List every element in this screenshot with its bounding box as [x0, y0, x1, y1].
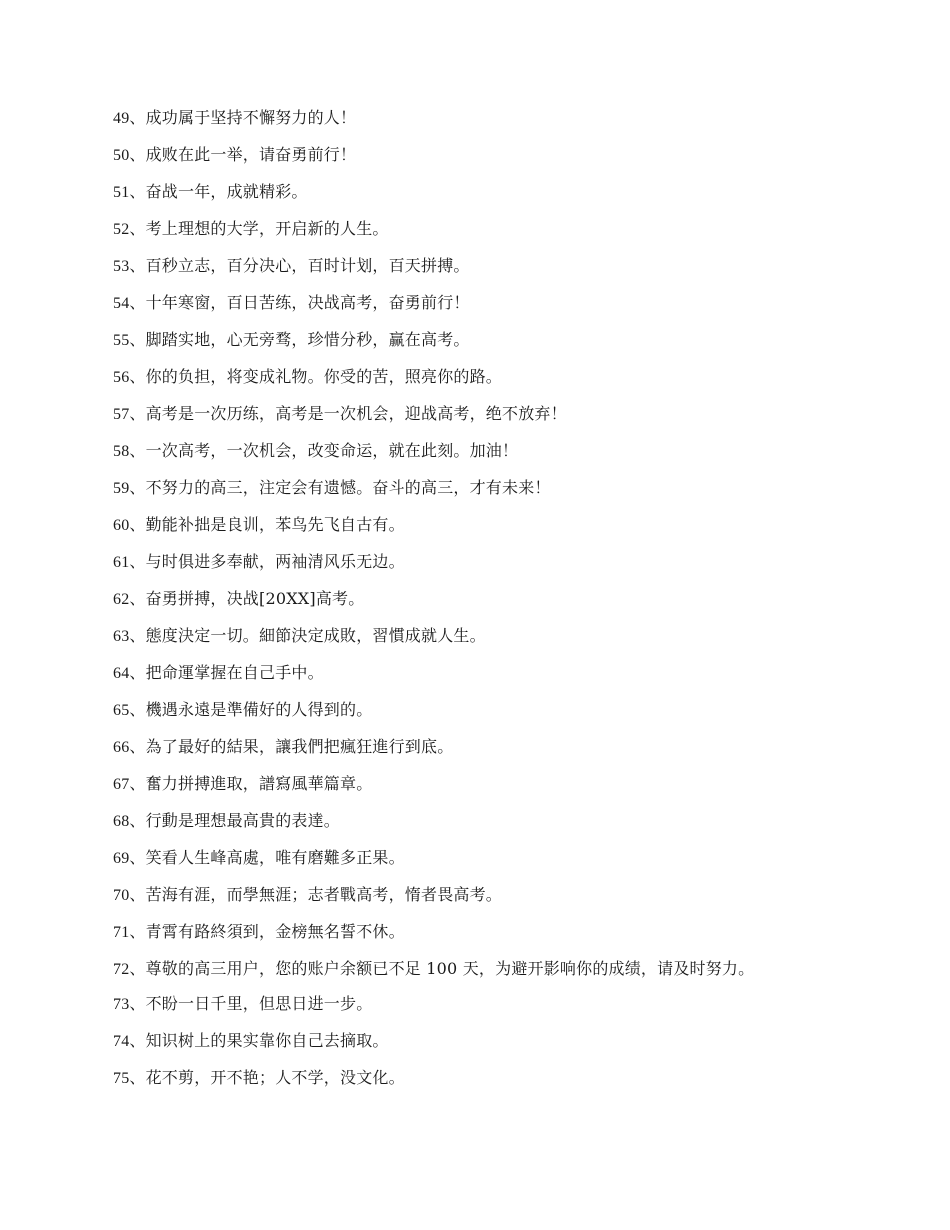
- item-number: 72: [113, 961, 130, 978]
- list-item: [113, 737, 813, 758]
- item-number: 52: [113, 221, 130, 238]
- item-number: 68: [113, 813, 130, 830]
- item-text: 、不努力的高三，注定会有遗憾。奋斗的高三，才有未来！: [129, 478, 551, 497]
- item-number: 61: [113, 554, 130, 571]
- item-number: 55: [113, 332, 130, 349]
- item-number: 70: [113, 887, 130, 904]
- list-item: [113, 219, 813, 240]
- item-text: 、一次高考，一次机会，改变命运，就在此刻。加油！: [129, 441, 519, 460]
- item-text: 、機遇永遠是準備好的人得到的。: [129, 700, 373, 719]
- item-text: 、考上理想的大学，开启新的人生。: [129, 219, 389, 238]
- list-item: [113, 515, 813, 536]
- list-item: [113, 182, 813, 203]
- item-text: 、十年寒窗，百日苦练，决战高考，奋勇前行！: [129, 293, 470, 312]
- item-text: 、高考是一次历练，高考是一次机会，迎战高考，绝不放弃！: [129, 404, 567, 423]
- list-item: [113, 256, 813, 277]
- item-text: 、苦海有涯，而學無涯；志者戰高考，惰者畏高考。: [129, 885, 503, 904]
- list-item: [113, 774, 813, 795]
- list-item: [113, 108, 813, 129]
- item-text: 、成功属于坚持不懈努力的人！: [129, 108, 357, 127]
- list-item: [113, 404, 813, 425]
- item-number: 64: [113, 665, 130, 682]
- item-number: 71: [113, 924, 130, 941]
- item-number: 66: [113, 739, 130, 756]
- item-number: 54: [113, 295, 130, 312]
- list-item: [113, 367, 813, 388]
- item-text: 、百秒立志，百分决心，百时计划，百天拼搏。: [129, 256, 470, 275]
- item-text: 、尊敬的高三用户，您的账户余额已不足 100 天，为避开影响你的成绩，请及时努力。: [129, 959, 755, 978]
- item-text: 、脚踏实地，心无旁骛，珍惜分秒，赢在高考。: [129, 330, 470, 349]
- list-item: [113, 330, 813, 351]
- item-number: 57: [113, 406, 130, 423]
- item-text: 、奋勇拼搏，决战[20XX]高考。: [129, 589, 365, 608]
- list-item: [113, 994, 813, 1015]
- list-item: [113, 811, 813, 832]
- list-item: [113, 478, 813, 499]
- item-number: 73: [113, 996, 130, 1013]
- list-item: [113, 441, 813, 462]
- item-text: 、奋战一年，成就精彩。: [129, 182, 308, 201]
- item-number: 75: [113, 1070, 130, 1087]
- item-text: 、青霄有路終須到，金榜無名誓不休。: [129, 922, 405, 941]
- item-number: 62: [113, 591, 130, 608]
- item-number: 59: [113, 480, 130, 497]
- item-text: 、花不剪，开不艳；人不学，没文化。: [129, 1068, 405, 1087]
- item-number: 53: [113, 258, 130, 275]
- item-text: 、知识树上的果实靠你自己去摘取。: [129, 1031, 389, 1050]
- item-text: 、為了最好的結果，讓我們把瘋狂進行到底。: [129, 737, 454, 756]
- item-text: 、奮力拼搏進取，譜寫風華篇章。: [129, 774, 373, 793]
- item-number: 51: [113, 184, 130, 201]
- item-text: 、把命運掌握在自己手中。: [129, 663, 324, 682]
- item-number: 63: [113, 628, 130, 645]
- item-text: 、不盼一日千里，但思日进一步。: [129, 994, 373, 1013]
- list-item: [113, 663, 813, 684]
- item-text: 、你的负担，将变成礼物。你受的苦，照亮你的路。: [129, 367, 503, 386]
- quote-list: [113, 108, 813, 1105]
- item-number: 67: [113, 776, 130, 793]
- item-text: 、成败在此一举，请奋勇前行！: [129, 145, 357, 164]
- list-item: [113, 959, 813, 980]
- item-number: 49: [113, 110, 130, 127]
- item-text: 、勤能补拙是良训，苯鸟先飞自古有。: [129, 515, 405, 534]
- item-number: 56: [113, 369, 130, 386]
- list-item: [113, 1068, 813, 1089]
- list-item: [113, 885, 813, 906]
- item-number: 69: [113, 850, 130, 867]
- list-item: [113, 552, 813, 573]
- list-item: [113, 700, 813, 721]
- list-item: [113, 848, 813, 869]
- list-item: [113, 1031, 813, 1052]
- item-text: 、与时俱进多奉献，两袖清风乐无边。: [129, 552, 405, 571]
- item-text: 、行動是理想最高貴的表達。: [129, 811, 341, 830]
- list-item: [113, 922, 813, 943]
- list-item: [113, 589, 813, 610]
- item-number: 65: [113, 702, 130, 719]
- item-number: 50: [113, 147, 130, 164]
- item-number: 58: [113, 443, 130, 460]
- item-text: 、笑看人生峰高處，唯有磨難多正果。: [129, 848, 405, 867]
- list-item: [113, 145, 813, 166]
- list-item: [113, 626, 813, 647]
- item-text: 、態度決定一切。細節決定成敗，習慣成就人生。: [129, 626, 486, 645]
- item-number: 60: [113, 517, 130, 534]
- list-item: [113, 293, 813, 314]
- item-number: 74: [113, 1033, 130, 1050]
